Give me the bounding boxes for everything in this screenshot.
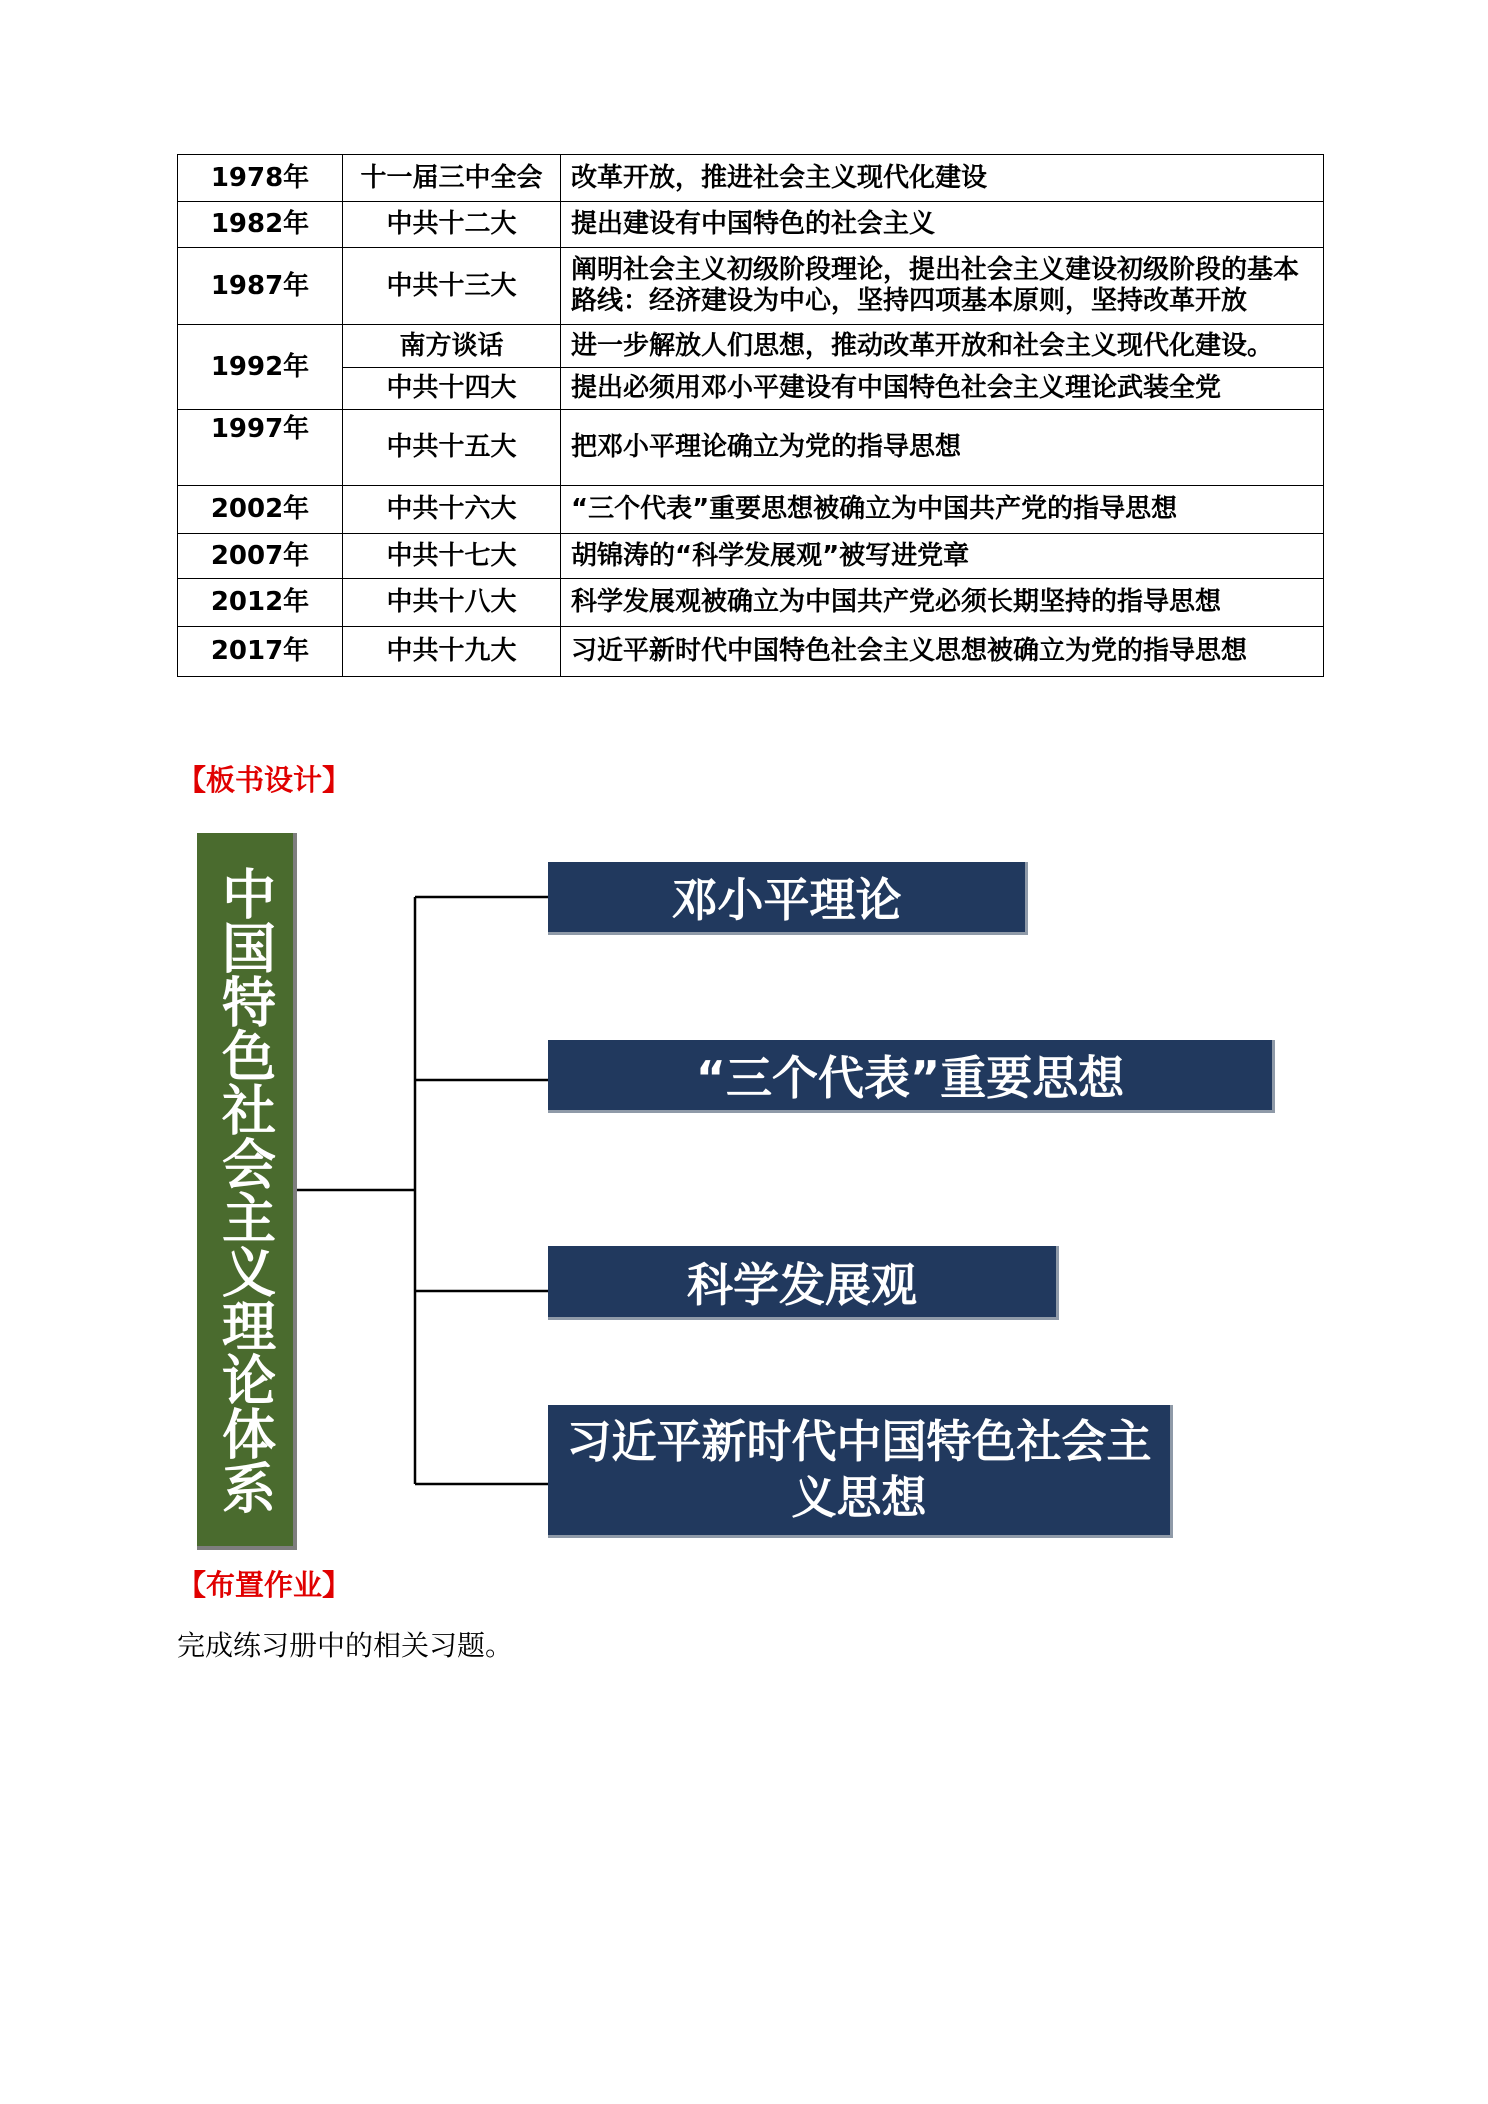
- event-cell: 中共十七大: [343, 534, 561, 579]
- board-design-heading: 【板书设计】: [177, 763, 352, 797]
- event-cell: 中共十八大: [343, 579, 561, 627]
- event-cell: 南方谈话: [343, 325, 561, 368]
- branch-box-deng-xiaoping-theory: 邓小平理论: [548, 862, 1028, 935]
- year-cell: 2007年: [178, 534, 343, 579]
- root-concept-box: [197, 833, 297, 1550]
- root-concept-label: 中国特色社会主义理论体系: [213, 865, 277, 1514]
- year-cell: 2002年: [178, 486, 343, 534]
- content-cell: 科学发展观被确立为中国共产党必须长期坚持的指导思想: [561, 579, 1324, 627]
- content-cell: 提出必须用邓小平建设有中国特色社会主义理论武装全党: [561, 368, 1324, 410]
- event-cell: 中共十四大: [343, 368, 561, 410]
- branch-box-three-represents: “三个代表”重要思想: [548, 1040, 1275, 1113]
- content-line: 阐明社会主义初级阶段理论，提出社会主义建设初级阶段的基本: [571, 255, 1300, 285]
- branch-box-scientific-outlook: 科学发展观: [548, 1246, 1059, 1320]
- homework-text: 完成练习册中的相关习题。: [177, 1629, 514, 1662]
- year-cell: 1987年: [178, 248, 343, 325]
- content-cell: 习近平新时代中国特色社会主义思想被确立为党的指导思想: [561, 627, 1324, 677]
- content-cell: “三个代表”重要思想被确立为中国共产党的指导思想: [561, 486, 1324, 534]
- content-cell: 胡锦涛的“科学发展观”被写进党章: [561, 534, 1324, 579]
- content-cell: 提出建设有中国特色的社会主义: [561, 202, 1324, 248]
- year-cell: 2012年: [178, 579, 343, 627]
- year-cell: 1978年: [178, 155, 343, 202]
- event-cell: 中共十五大: [343, 410, 561, 486]
- event-cell: 中共十六大: [343, 486, 561, 534]
- event-cell: 中共十三大: [343, 248, 561, 325]
- content-line: 路线：经济建设为中心，坚持四项基本原则，坚持改革开放: [571, 286, 1248, 316]
- year-cell: 1997年: [178, 410, 343, 486]
- event-cell: 中共十九大: [343, 627, 561, 677]
- event-cell: 中共十二大: [343, 202, 561, 248]
- year-cell: 2017年: [178, 627, 343, 677]
- event-cell: 十一届三中全会: [343, 155, 561, 202]
- content-cell: 把邓小平理论确立为党的指导思想: [561, 410, 1324, 486]
- content-cell: 进一步解放人们思想，推动改革开放和社会主义现代化建设。: [561, 325, 1324, 368]
- year-cell: 1992年: [178, 325, 343, 410]
- homework-heading: 【布置作业】: [177, 1568, 352, 1602]
- branch-box-xi-jinping-thought: 习近平新时代中国特色社会主义思想: [548, 1405, 1173, 1538]
- year-cell: 1982年: [178, 202, 343, 248]
- content-cell: 改革开放，推进社会主义现代化建设: [561, 155, 1324, 202]
